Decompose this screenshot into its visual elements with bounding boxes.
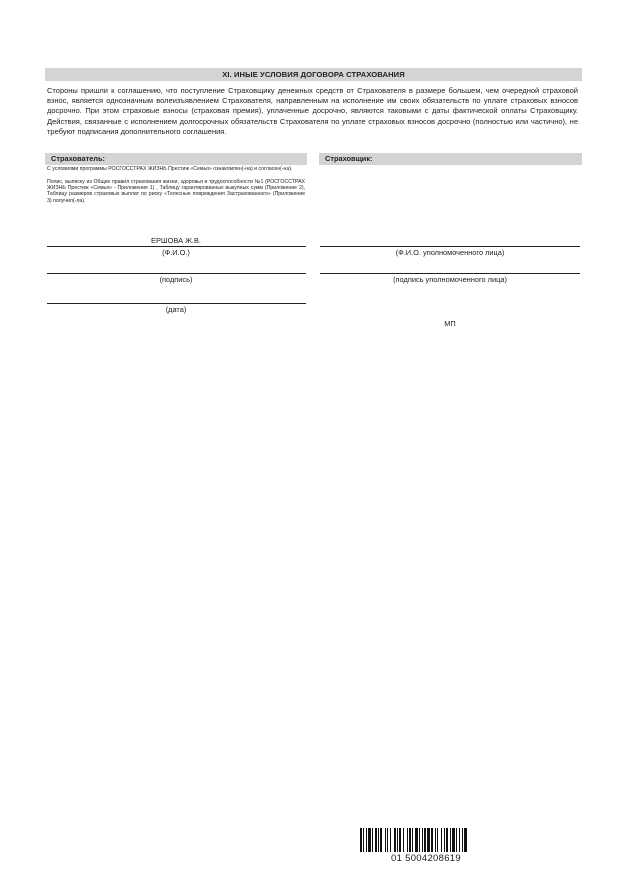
insurant-header: Страхователь: [45, 153, 307, 165]
insurant-name-value: ЕРШОВА Ж.В. [151, 236, 201, 245]
insurant-signature-line [47, 273, 306, 274]
insurant-note-terms: С условиями программы РОСГОССТРАХ ЖИЗНЬ Престиж «Семья» ознакомлен(-на) и согласен(-на). [47, 166, 293, 172]
section-body: Стороны пришли к соглашению, что поступление Страховщику денежных средств от Страхователя в размере большем, чем очередной страховой взнос, является однозначным волеизъявлением Страхователя, направленным на исполнение им своих обязательств по уплате страховых взносов досрочно. При этом страховые взносы (страховая премия), уплаченные досрочно, являются таковыми с даты фактической оплаты Страховщику. Действия, связанные с исполнением долгосрочных обязательств Страхователя по уплате страховых взносов досрочно (полностью или частично), не требуют подписания дополнительного соглашения. [47, 86, 578, 136]
insurer-name-line [320, 246, 580, 247]
insurant-name-caption: (Ф.И.О.) [162, 248, 190, 257]
insurer-signature-caption: (подпись уполномоченного лица) [393, 275, 507, 284]
barcode-image [360, 828, 492, 852]
insurant-note-documents: Полис, выписку из Общих правил страхования жизни, здоровья и трудоспособности №1 (РОСГОССТРАХ ЖИЗНЬ Престиж «Семья» - Приложение 1) , Таблицу гарантированных выкупных сумм (Приложение 2), Таблицу размеров страховых выплат по риску «Телесные повреждения Застрахованного» (Приложение 3) получил(-ла). [47, 179, 305, 204]
insurant-date-caption: (дата) [165, 305, 187, 314]
insurant-name-line [47, 246, 306, 247]
insurant-date-line [47, 303, 306, 304]
insurer-name-caption: (Ф.И.О. уполномоченного лица) [395, 248, 505, 257]
barcode-number: 01 5004208619 [391, 853, 461, 864]
insurer-signature-line [320, 273, 580, 274]
section-title: XI. ИНЫЕ УСЛОВИЯ ДОГОВОРА СТРАХОВАНИЯ [45, 68, 582, 81]
insurer-header: Страховщик: [319, 153, 582, 165]
stamp-label: МП [444, 319, 456, 328]
insurant-signature-caption: (подпись) [159, 275, 193, 284]
